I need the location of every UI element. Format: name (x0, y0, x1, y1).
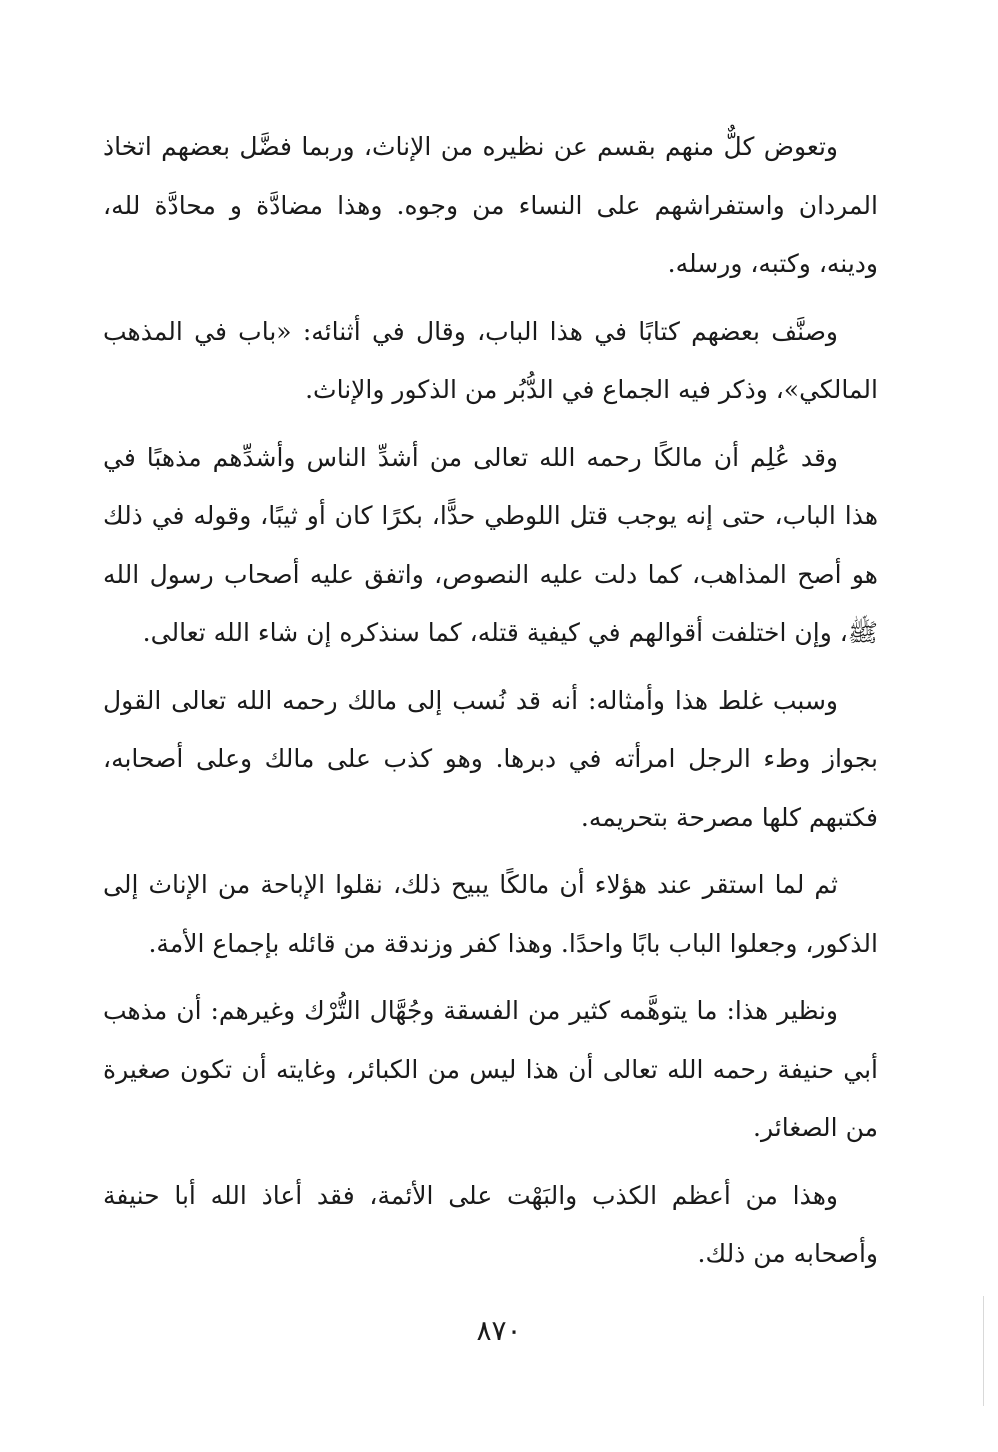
paragraph-7: وهذا من أعظم الكذب والبَهْت على الأئمة، فقد أعاذ الله أبا حنيفة وأصحابه من ذلك. (103, 1180, 878, 1268)
paragraph-2: وصنَّف بعضهم كتابًا في هذا الباب، وقال في أثنائه: «باب في المذهب المالكي»، وذكر فيه الجماع في الدُّبُر من الذكور والإناث. (103, 316, 878, 404)
page-edge-divider (983, 1296, 984, 1406)
paragraph-3: وقد عُلِم أن مالكًا رحمه الله تعالى من أشدِّ الناس وأشدِّهم مذهبًا في هذا الباب، حتى إنه يوجب قتل اللوطي حدًّا، بكرًا كان أو ثيبًا، وقوله في ذلك هو أصح المذاهب، كما دلت عليه النصوص، واتفق عليه أصحاب رسول الله ﷺ، وإن اختلفت أقوالهم في كيفية قتله، كما سنذكره إن شاء الله تعالى. (103, 442, 878, 647)
paragraph-6: ونظير هذا: ما يتوهَّمه كثير من الفسقة وجُهَّال التُّرْك وغيرهم: أن مذهب أبي حنيفة رحمه الله تعالى أن هذا ليس من الكبائر، وغايته أن تكون صغيرة من الصغائر. (103, 996, 878, 1142)
page-number: ٨٧٠ (476, 1314, 522, 1347)
paragraph-5: ثم لما استقر عند هؤلاء أن مالكًا يبيح ذلك، نقلوا الإباحة من الإناث إلى الذكور، وجعلوا الباب بابًا واحدًا. وهذا كفر وزندقة من قائله بإجماع الأمة. (103, 870, 878, 958)
paragraph-1: وتعوض كلٌّ منهم بقسم عن نظيره من الإناث، وربما فضَّل بعضهم اتخاذ المردان واستفراشهم على النساء من وجوه. وهذا مضادَّة و محادَّة لله، ودينه، وكتبه، ورسله. (103, 132, 878, 278)
body-text (103, 118, 878, 1293)
paragraph-4: وسبب غلط هذا وأمثاله: أنه قد نُسب إلى مالك رحمه الله تعالى القول بجواز وطء الرجل امرأته في دبرها. وهو كذب على مالك وعلى أصحابه، فكتبهم كلها مصرحة بتحريمه. (103, 685, 878, 832)
